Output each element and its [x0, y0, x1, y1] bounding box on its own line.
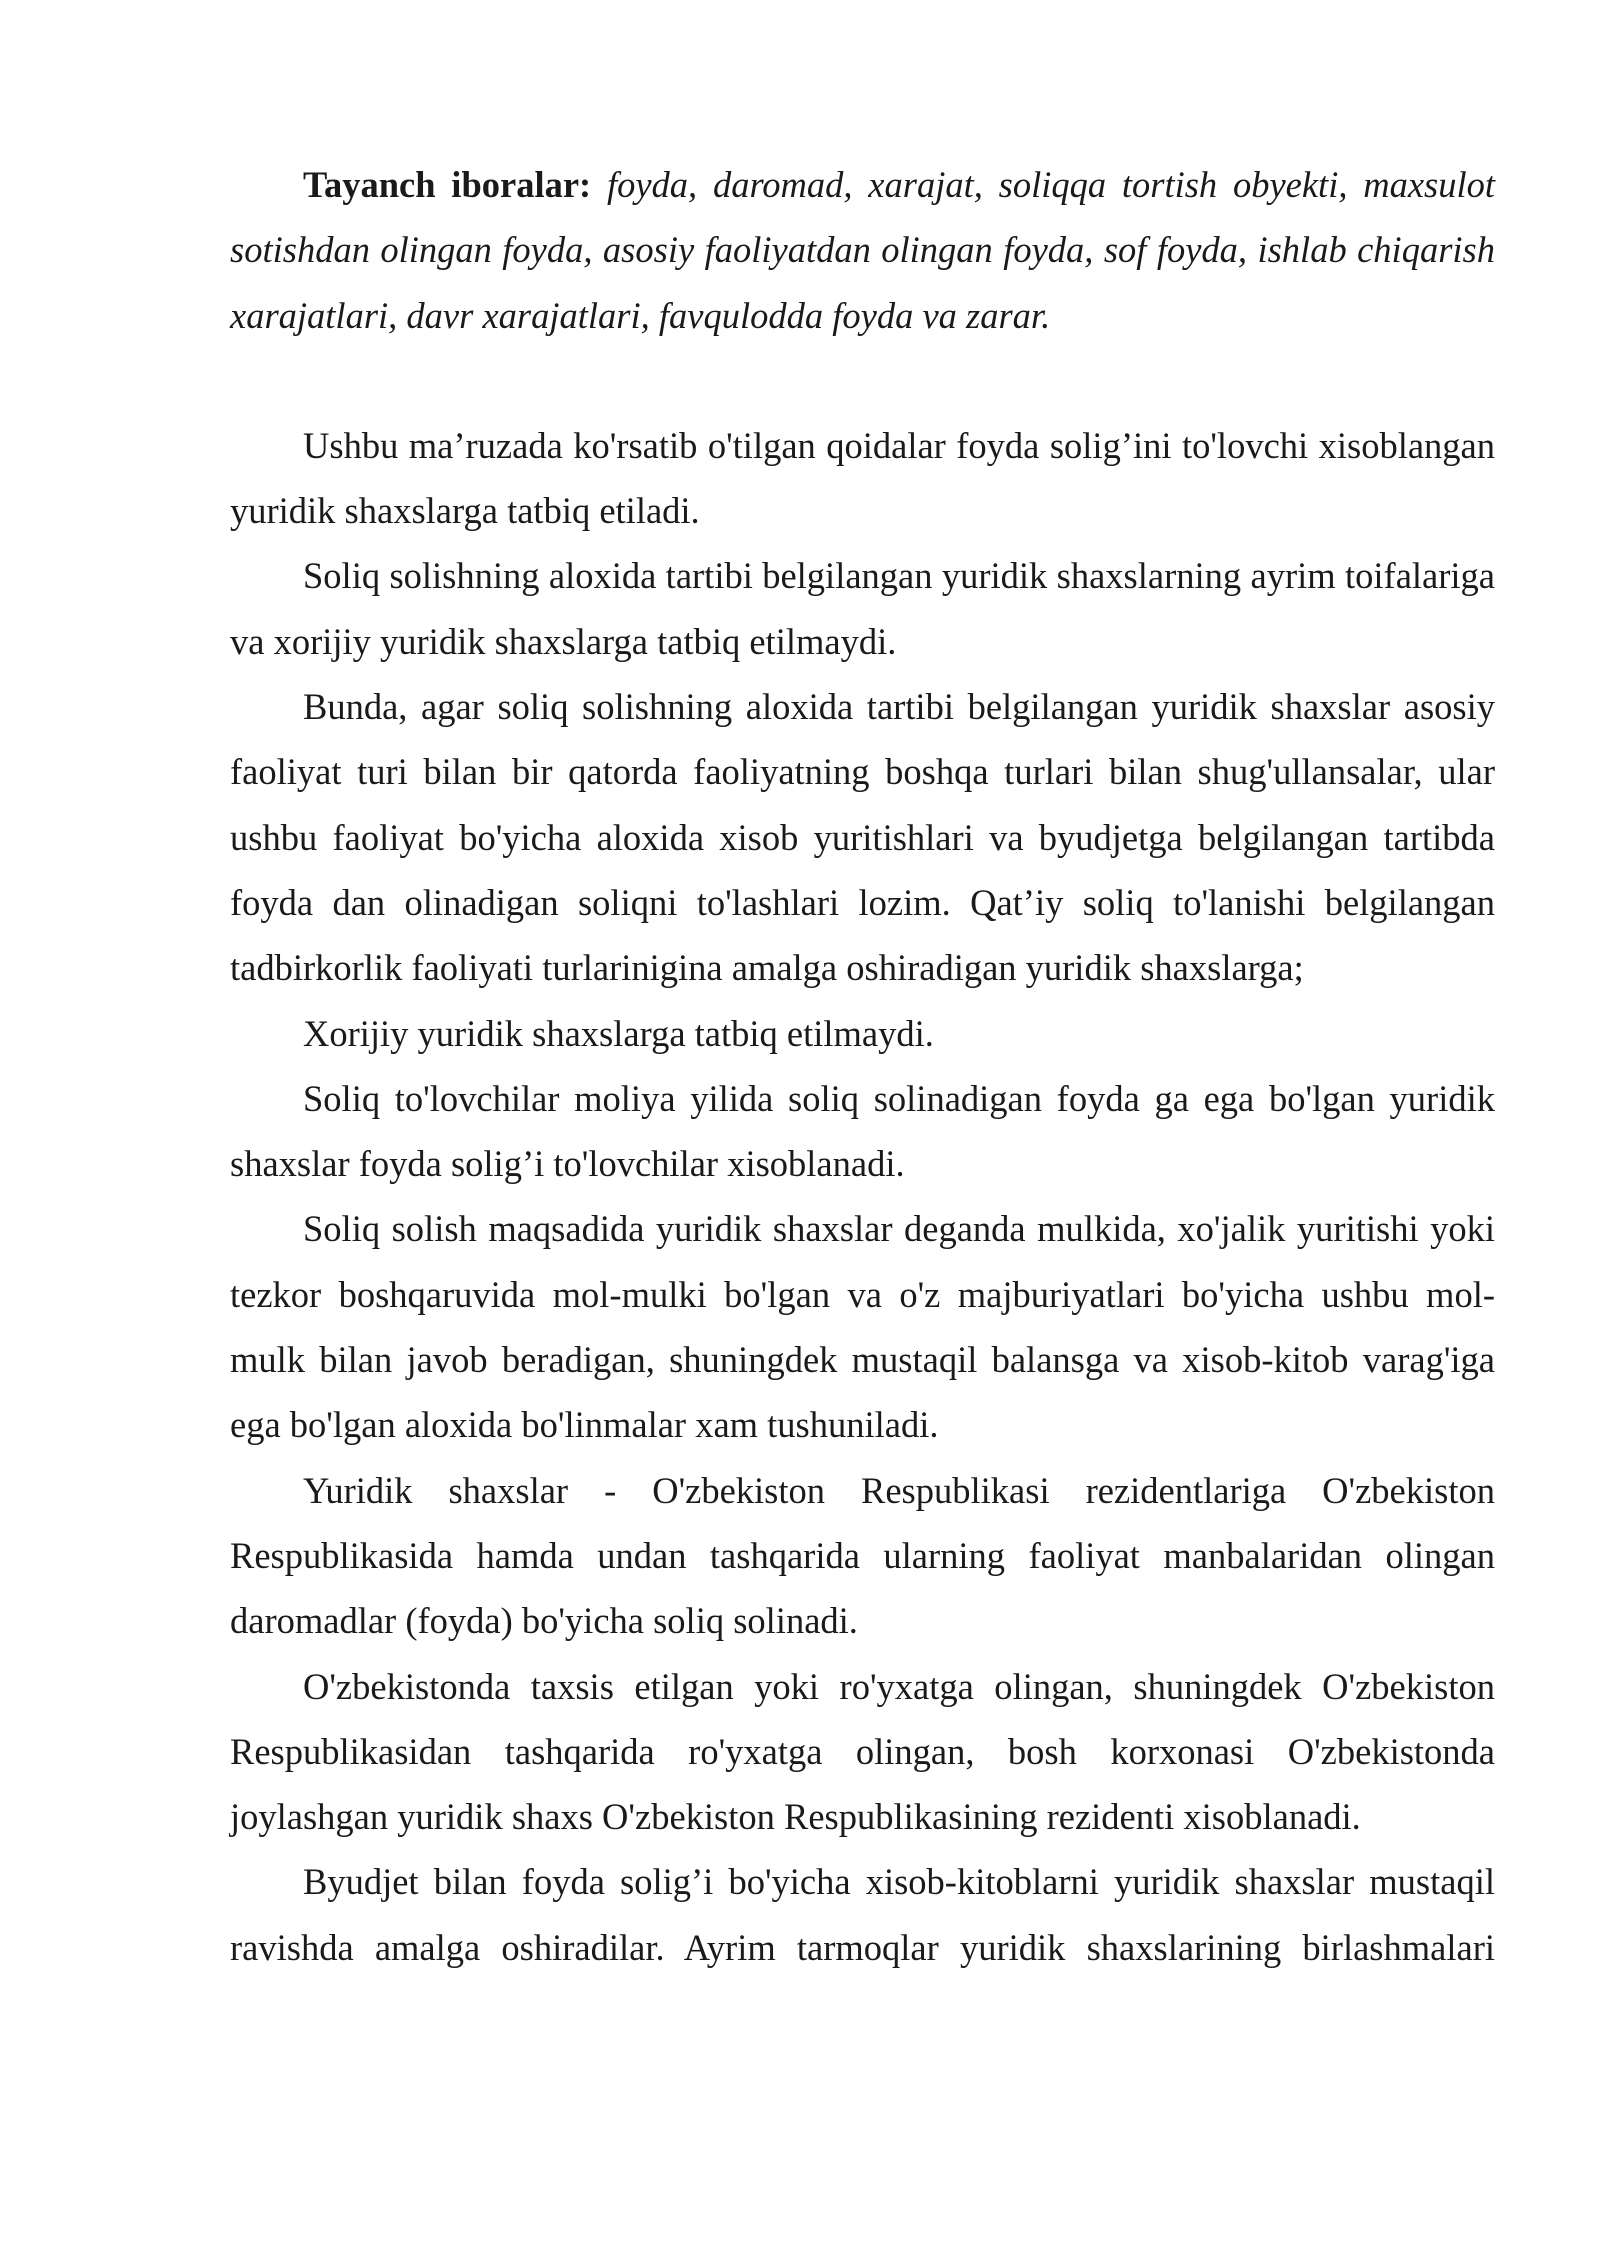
keywords-paragraph	[230, 152, 1495, 348]
paragraph: Soliq to'lovchilar moliya yilida soliq solinadigan foyda ga ega bo'lgan yuridik shaxslar foyda solig’i to'lovchilar xisoblanadi.	[230, 1077, 1495, 1185]
paragraph: Bunda, agar soliq solishning aloxida tartibi belgilangan yuridik shaxslar asosiy faoliyat turi bilan bir qatorda faoliyatning boshqa turlari bilan shug'ullansalar, ular ushbu faoliyat bo'yicha aloxida xisob yuritishlari va byudjetga belgilangan tartibda foyda dan olinadigan soliqni to'lashlari lozim. Qat’iy soliq to'lanishi belgilangan tadbirkorlik faoliyati turlarinigina amalga oshiradigan yuridik shaxslarga;	[230, 686, 1495, 989]
paragraph: Xorijiy yuridik shaxslarga tatbiq etilmaydi.	[303, 1012, 934, 1054]
paragraph: O'zbekistonda taxsis etilgan yoki ro'yxatga olingan, shuningdek O'zbekiston Respublikasidan tashqarida ro'yxatga olingan, bosh korxonasi O'zbekistonda joylashgan yuridik shaxs O'zbekiston Respublikasining rezidenti xisoblanadi.	[230, 1665, 1495, 1838]
paragraph: Ushbu ma’ruzada ko'rsatib o'tilgan qoidalar foyda solig’ini to'lovchi xisoblangan yuridik shaxslarga tatbiq etiladi.	[230, 424, 1495, 532]
paragraph: Yuridik shaxslar - O'zbekiston Respublikasi rezidentlariga O'zbekiston Respublikasida hamda undan tashqarida ularning faoliyat manbalaridan olingan daromadlar (foyda) bo'yicha soliq solinadi.	[230, 1469, 1495, 1642]
keywords-label: Tayanch iboralar:	[303, 164, 592, 205]
paragraph-continued: Byudjet bilan foyda solig’i bo'yicha xisob-kitoblarni yuridik shaxslar mustaqil ravishda amalga oshiradilar. Ayrim tarmoqlar yuridik shaxslarining birlashmalari	[230, 1861, 1495, 1968]
document-page	[230, 152, 1495, 1980]
paragraph: Soliq solishning aloxida tartibi belgilangan yuridik shaxslarning ayrim toifalariga va xorijiy yuridik shaxslarga tatbiq etilmaydi.	[230, 555, 1495, 662]
keywords-terms: foyda, daromad, xarajat, soliqqa tortish obyekti, maxsulot sotishdan olingan foyda, asosiy faoliyatdan olingan foyda, sof foyda, ishlab chiqarish xarajatlari, davr xarajatlari, favqulodda foyda va zarar.	[230, 164, 1496, 336]
paragraph: Soliq solish maqsadida yuridik shaxslar deganda mulkida, xo'jalik yuritishi yoki tezkor boshqaruvida mol-mulki bo'lgan va o'z majburiyatlari bo'yicha ushbu mol-mulk bilan javob beradigan, shuningdek mustaqil balansga va xisob-kitob varag'iga ega bo'lgan aloxida bo'linmalar xam tushuniladi.	[230, 1208, 1495, 1446]
